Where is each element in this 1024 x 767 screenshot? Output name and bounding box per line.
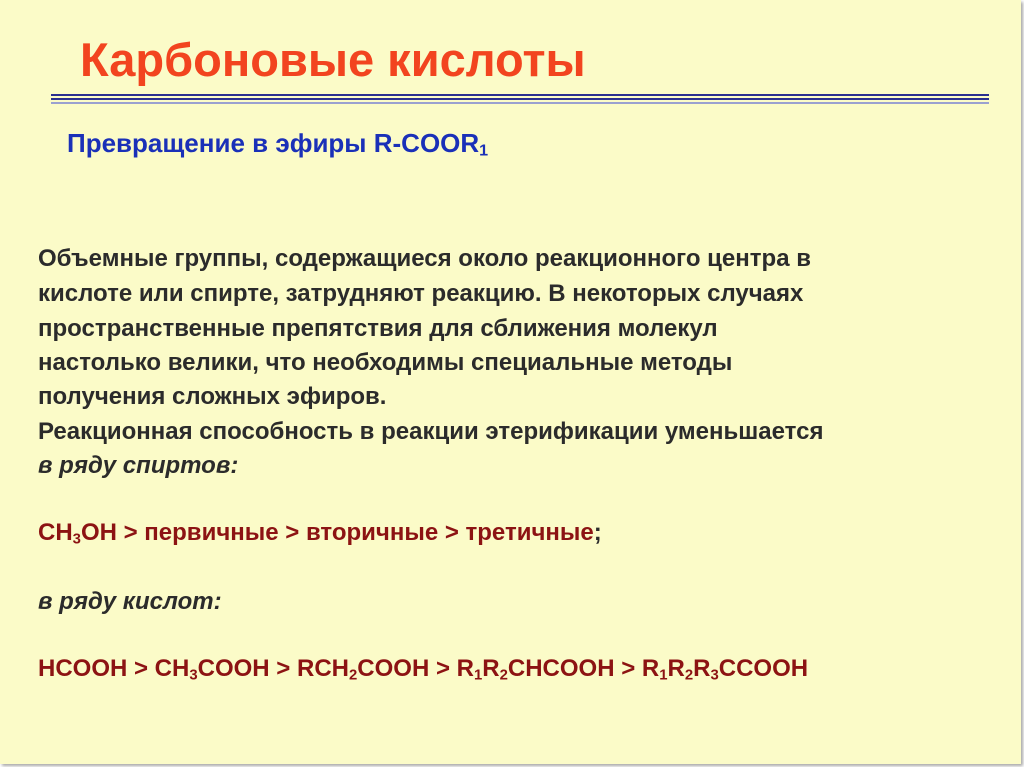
acids-sub-3: 1 (473, 667, 483, 684)
acids-sub-5: 1 (659, 667, 668, 684)
acids-part-6: R (667, 655, 685, 682)
acids-part-1: HCOOH > CH (38, 655, 190, 682)
alcohols-series-part-a: CH (38, 519, 73, 546)
acids-part-7: R (693, 655, 711, 682)
alcohols-series (38, 519, 602, 549)
alcohols-series-sub: 3 (72, 531, 81, 548)
acids-sub-4: 2 (499, 667, 508, 684)
acids-sub-1: 3 (189, 667, 198, 684)
acids-series-label: в ряду кислот: (38, 588, 222, 615)
paragraph-line-5: получения сложных эфиров. (38, 383, 387, 410)
slide-subtitle (67, 128, 488, 161)
paragraph-line-4: настолько велики, что необходимы специальные методы (38, 349, 733, 376)
acids-sub-7: 3 (710, 667, 719, 684)
subtitle-subscript: 1 (479, 141, 489, 160)
divider-line-middle (51, 98, 989, 100)
acids-part-3: COOH > R (357, 655, 474, 682)
acids-part-4: R (482, 655, 500, 682)
acids-sub-6: 2 (684, 667, 694, 684)
paragraph-line-6: Реакционная способность в реакции этерификации уменьшается (38, 418, 824, 445)
paragraph-line-3: пространственные препятствия для сближения молекул (38, 315, 718, 342)
acids-series (38, 655, 808, 685)
subtitle-text: Превращение в эфиры R-COOR (67, 128, 480, 158)
acids-part-5: CHCOOH > R (507, 655, 660, 682)
acids-sub-2: 2 (349, 667, 358, 684)
title-divider (51, 94, 989, 104)
alcohols-series-label: в ряду спиртов: (38, 452, 239, 479)
divider-line-top (51, 94, 989, 96)
acids-part-8: CCOOH (718, 655, 809, 682)
acids-part-2: COOH > RCH (197, 655, 349, 682)
divider-line-bottom (51, 102, 989, 104)
alcohols-series-end: ; (593, 519, 602, 546)
paragraph-line-1: Объемные группы, содержащиеся около реакционного центра в (38, 245, 811, 272)
alcohols-series-part-b: OH > первичные > вторичные > третичные (80, 519, 594, 546)
paragraph-line-2: кислоте или спирте, затрудняют реакцию. В некоторых случаях (38, 280, 804, 307)
slide-title: Карбоновые кислоты (80, 33, 586, 86)
